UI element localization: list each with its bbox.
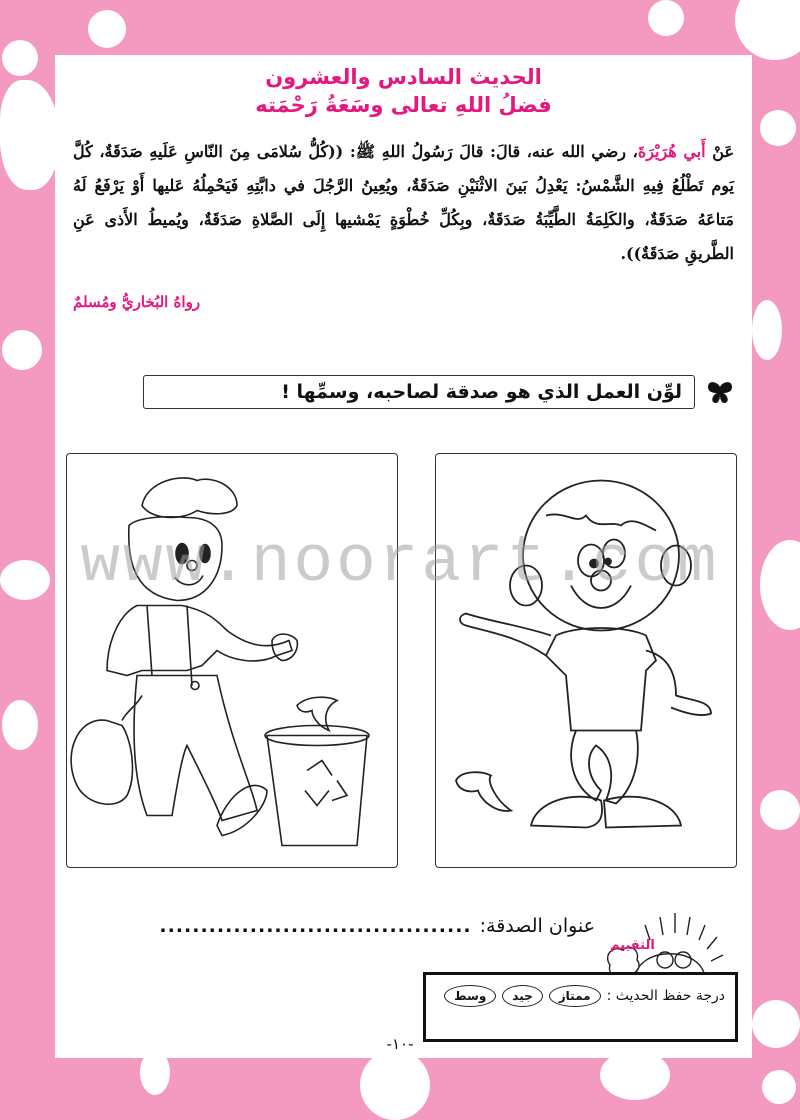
page-number: -١٠- — [386, 1035, 414, 1053]
hadith-source: رواهُ البُخاريُّ ومُسلمٌ — [73, 293, 201, 311]
boy-with-banana-peel-illustration — [436, 454, 736, 867]
evaluation-box — [423, 972, 738, 1042]
border-dot — [760, 790, 800, 830]
picture-boy-throwing-trash[interactable] — [66, 453, 398, 868]
border-dot — [2, 700, 38, 750]
picture-boy-with-banana-peel[interactable] — [435, 453, 737, 868]
butterfly-icon — [707, 381, 733, 405]
boy-throwing-trash-illustration — [67, 454, 397, 867]
memorization-grade-label: درجة حفظ الحديث : — [606, 988, 725, 1004]
grade-option-average[interactable]: وسط — [444, 985, 496, 1007]
border-dot — [760, 110, 796, 146]
charity-title-label: عنوان الصدقة: — [479, 915, 595, 937]
lesson-subtitle: فضلُ اللهِ تعالى وسَعَةُ رَحْمَته — [255, 93, 552, 117]
charity-title-field[interactable] — [85, 915, 595, 937]
watermark: www.noorart.com — [80, 525, 720, 600]
border-dot — [760, 540, 800, 630]
border-dot — [88, 10, 126, 48]
border-dot — [735, 0, 800, 60]
charity-title-blank[interactable]: ...................................... — [159, 915, 472, 937]
activity-instruction: لوِّن العمل الذي هو صدقة لصاحبه، وسمِّها ! — [143, 375, 695, 409]
border-dot — [360, 1050, 430, 1120]
border-dot — [648, 0, 684, 36]
grade-option-excellent[interactable]: ممتاز — [549, 985, 601, 1007]
evaluation-tag: التقييم — [610, 938, 655, 953]
worksheet-panel — [55, 55, 752, 1058]
border-dot — [0, 560, 50, 600]
border-dot — [0, 80, 60, 190]
border-dot — [762, 1070, 796, 1104]
lesson-title: الحديث السادس والعشرون — [265, 65, 542, 89]
hadith-text — [73, 135, 734, 271]
border-dot — [2, 40, 38, 76]
hadith-prefix: عَنْ — [712, 142, 735, 161]
hadith-body: ، رضي الله عنه، قالَ: قالَ رَسُولُ اللهِ ﷺ: ((كُلُّ سُلامَى مِنَ النّاسِ عَلَيهِ صَدَقَةٌ، كُلَّ يَوم تَطْلُعُ فِيهِ الشَّمْسُ: يَعْدِلُ بَينَ الاثْنَيْنِ صَدَقَةٌ، ويُعِينُ الرَّجُلَ في دابَّتِهِ فَيَحْمِلُهُ عَليها أَوْ يَرْفَعُ لَهُ مَتاعَهُ صَدَقَةٌ، والكَلِمَةُ الطَّيِّبَةُ صَدَقَةٌ، وبِكُلِّ خُطْوَةٍ يَمْشيها إِلَى الصَّلاةِ صَدَقَةٌ، ويُميطُ الأَذى عَنِ الطَّريقِ صَدَقَةٌ)). — [73, 142, 734, 263]
border-dot — [2, 330, 42, 370]
hadith-narrator: أَبي هُرَيْرَةَ — [637, 142, 706, 161]
grade-option-good[interactable]: جيد — [502, 985, 542, 1007]
border-dot — [752, 300, 782, 360]
